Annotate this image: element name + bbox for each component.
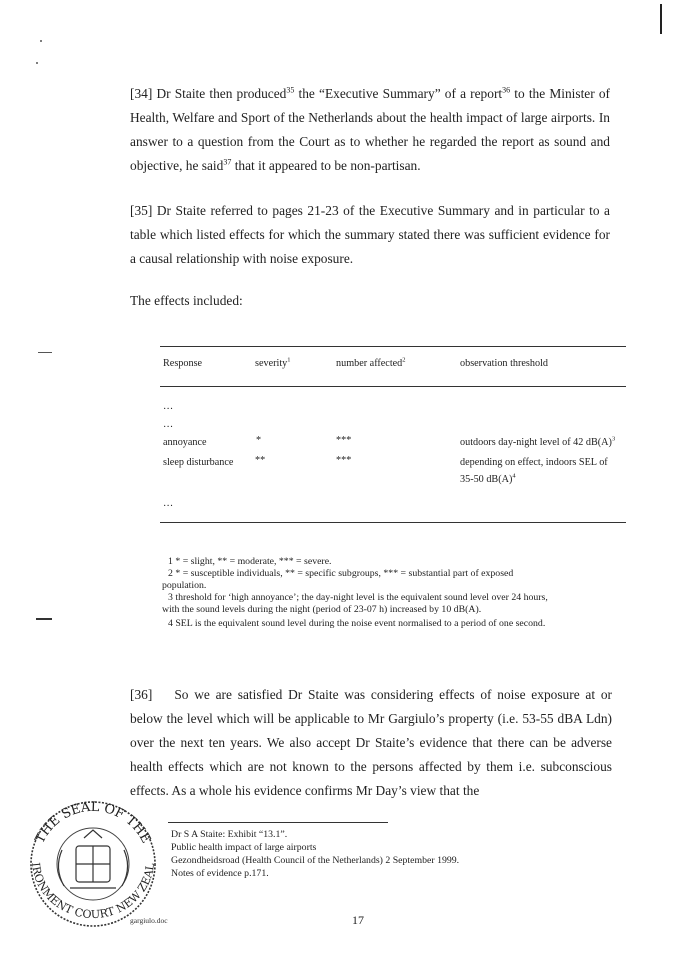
paragraph-number: [36]: [130, 687, 153, 702]
paragraph-35: [35] Dr Staite referred to pages 21-23 of the Executive Summary and in particular to a table which listed effects for which the summary stated there was sufficient evidence for a causal relationship with noise exposure.: [130, 203, 610, 266]
footnote: Public health impact of large airports: [171, 842, 317, 853]
table-cell-number-affected: ***: [336, 435, 352, 446]
table-header-response: Response: [163, 358, 203, 369]
table-note-3-cont: with the sound levels during the night (period of 23-07 h) increased by 10 dB(A).: [162, 604, 482, 615]
paragraph-number: [35]: [130, 203, 153, 218]
scan-speck: [40, 40, 42, 42]
footnote-ref: 35: [286, 85, 295, 95]
table-note-3: 3 threshold for ‘high annoyance’; the day-night level is the equivalent sound level over 24 hours,: [168, 592, 548, 603]
table-cell-response: annoyance: [163, 437, 207, 448]
scan-dash: [36, 618, 52, 620]
footer-filename: gargiulo.doc: [130, 916, 168, 925]
seal-bottom-text: IRONMENT COURT NEW ZEAL: [29, 861, 157, 922]
seal-top-text: THE SEAL OF THE: [32, 800, 154, 846]
table-cell-response: sleep disturbance: [163, 457, 234, 468]
table-cell-threshold: depending on effect, indoors SEL of: [460, 457, 608, 468]
effects-intro: The effects included:: [130, 293, 243, 308]
table-rule-bottom: [160, 522, 626, 523]
table-header-severity: severity$^1$: [255, 356, 291, 369]
scan-dash: [38, 352, 52, 353]
table-header-observation-threshold: observation threshold: [460, 358, 548, 369]
table-note-4: 4 SEL is the equivalent sound level during the noise event normalised to a period of one second.: [168, 618, 546, 629]
table-cell-threshold-cont: 35-50 $dB(A)^4$: [460, 472, 516, 485]
table-ellipsis: …: [163, 419, 174, 430]
footnote: Gezondheidsroad (Health Council of the Netherlands) 2 September 1999.: [171, 855, 460, 866]
paragraph-36: [36] So we are satisfied Dr Staite was considering effects of noise exposure at or below the level which will be applicable to Mr Gargiulo’s property (i.e. 53-55 dBA Ldn) over the next ten years. We also accept Dr Staite’s evidence that there can be adverse health effects which are not known to the persons affected by them i.e. subconscious effects. As a whole his evidence confirms Mr Day’s view that the: [130, 687, 612, 798]
table-cell-severity: *: [256, 435, 262, 446]
table-ellipsis: …: [163, 401, 174, 412]
environment-court-seal: [18, 800, 168, 928]
table-header-number-affected: number affected$^2$: [336, 356, 406, 369]
table-cell-number-affected: ***: [336, 455, 352, 466]
footnote-ref: 36: [502, 85, 511, 95]
table-note-2-cont: population.: [162, 580, 207, 591]
page-number: 17: [352, 913, 364, 927]
footnote-separator: [168, 822, 388, 823]
seal-graphic: [18, 800, 168, 928]
table-note-1: 1 * = slight, ** = moderate, *** = severe.: [168, 556, 332, 567]
scan-speck: [36, 62, 38, 64]
table-rule-top: [160, 346, 626, 347]
footnote: Dr S A Staite: Exhibit “13.1”.: [171, 829, 288, 840]
table-rule-header: [160, 386, 626, 387]
table-note-2: 2 * = susceptible individuals, ** = specific subgroups, *** = substantial part of exposed: [168, 568, 514, 579]
footnote-ref: 37: [223, 157, 232, 167]
table-ellipsis: …: [163, 498, 174, 509]
table-cell-threshold: outdoors day-night level of 42 $dB(A)^3$: [460, 435, 616, 448]
paragraph-34: [34] Dr Staite then produced$^{35}$ the “Executive Summary” of a report$^{36}$ to the Minister of Health, Welfare and Sport of the Netherlands about the health impact of large airports. In answer to a question from the Court as to whether he regarded the report as sound and objective, he said$^{37}$ that it appeared to be non-partisan.: [130, 85, 610, 173]
scan-mark-top-right: [660, 4, 662, 34]
footnote: Notes of evidence p.171.: [171, 868, 269, 879]
table-cell-severity: **: [255, 455, 266, 466]
paragraph-number: [34]: [130, 86, 153, 101]
